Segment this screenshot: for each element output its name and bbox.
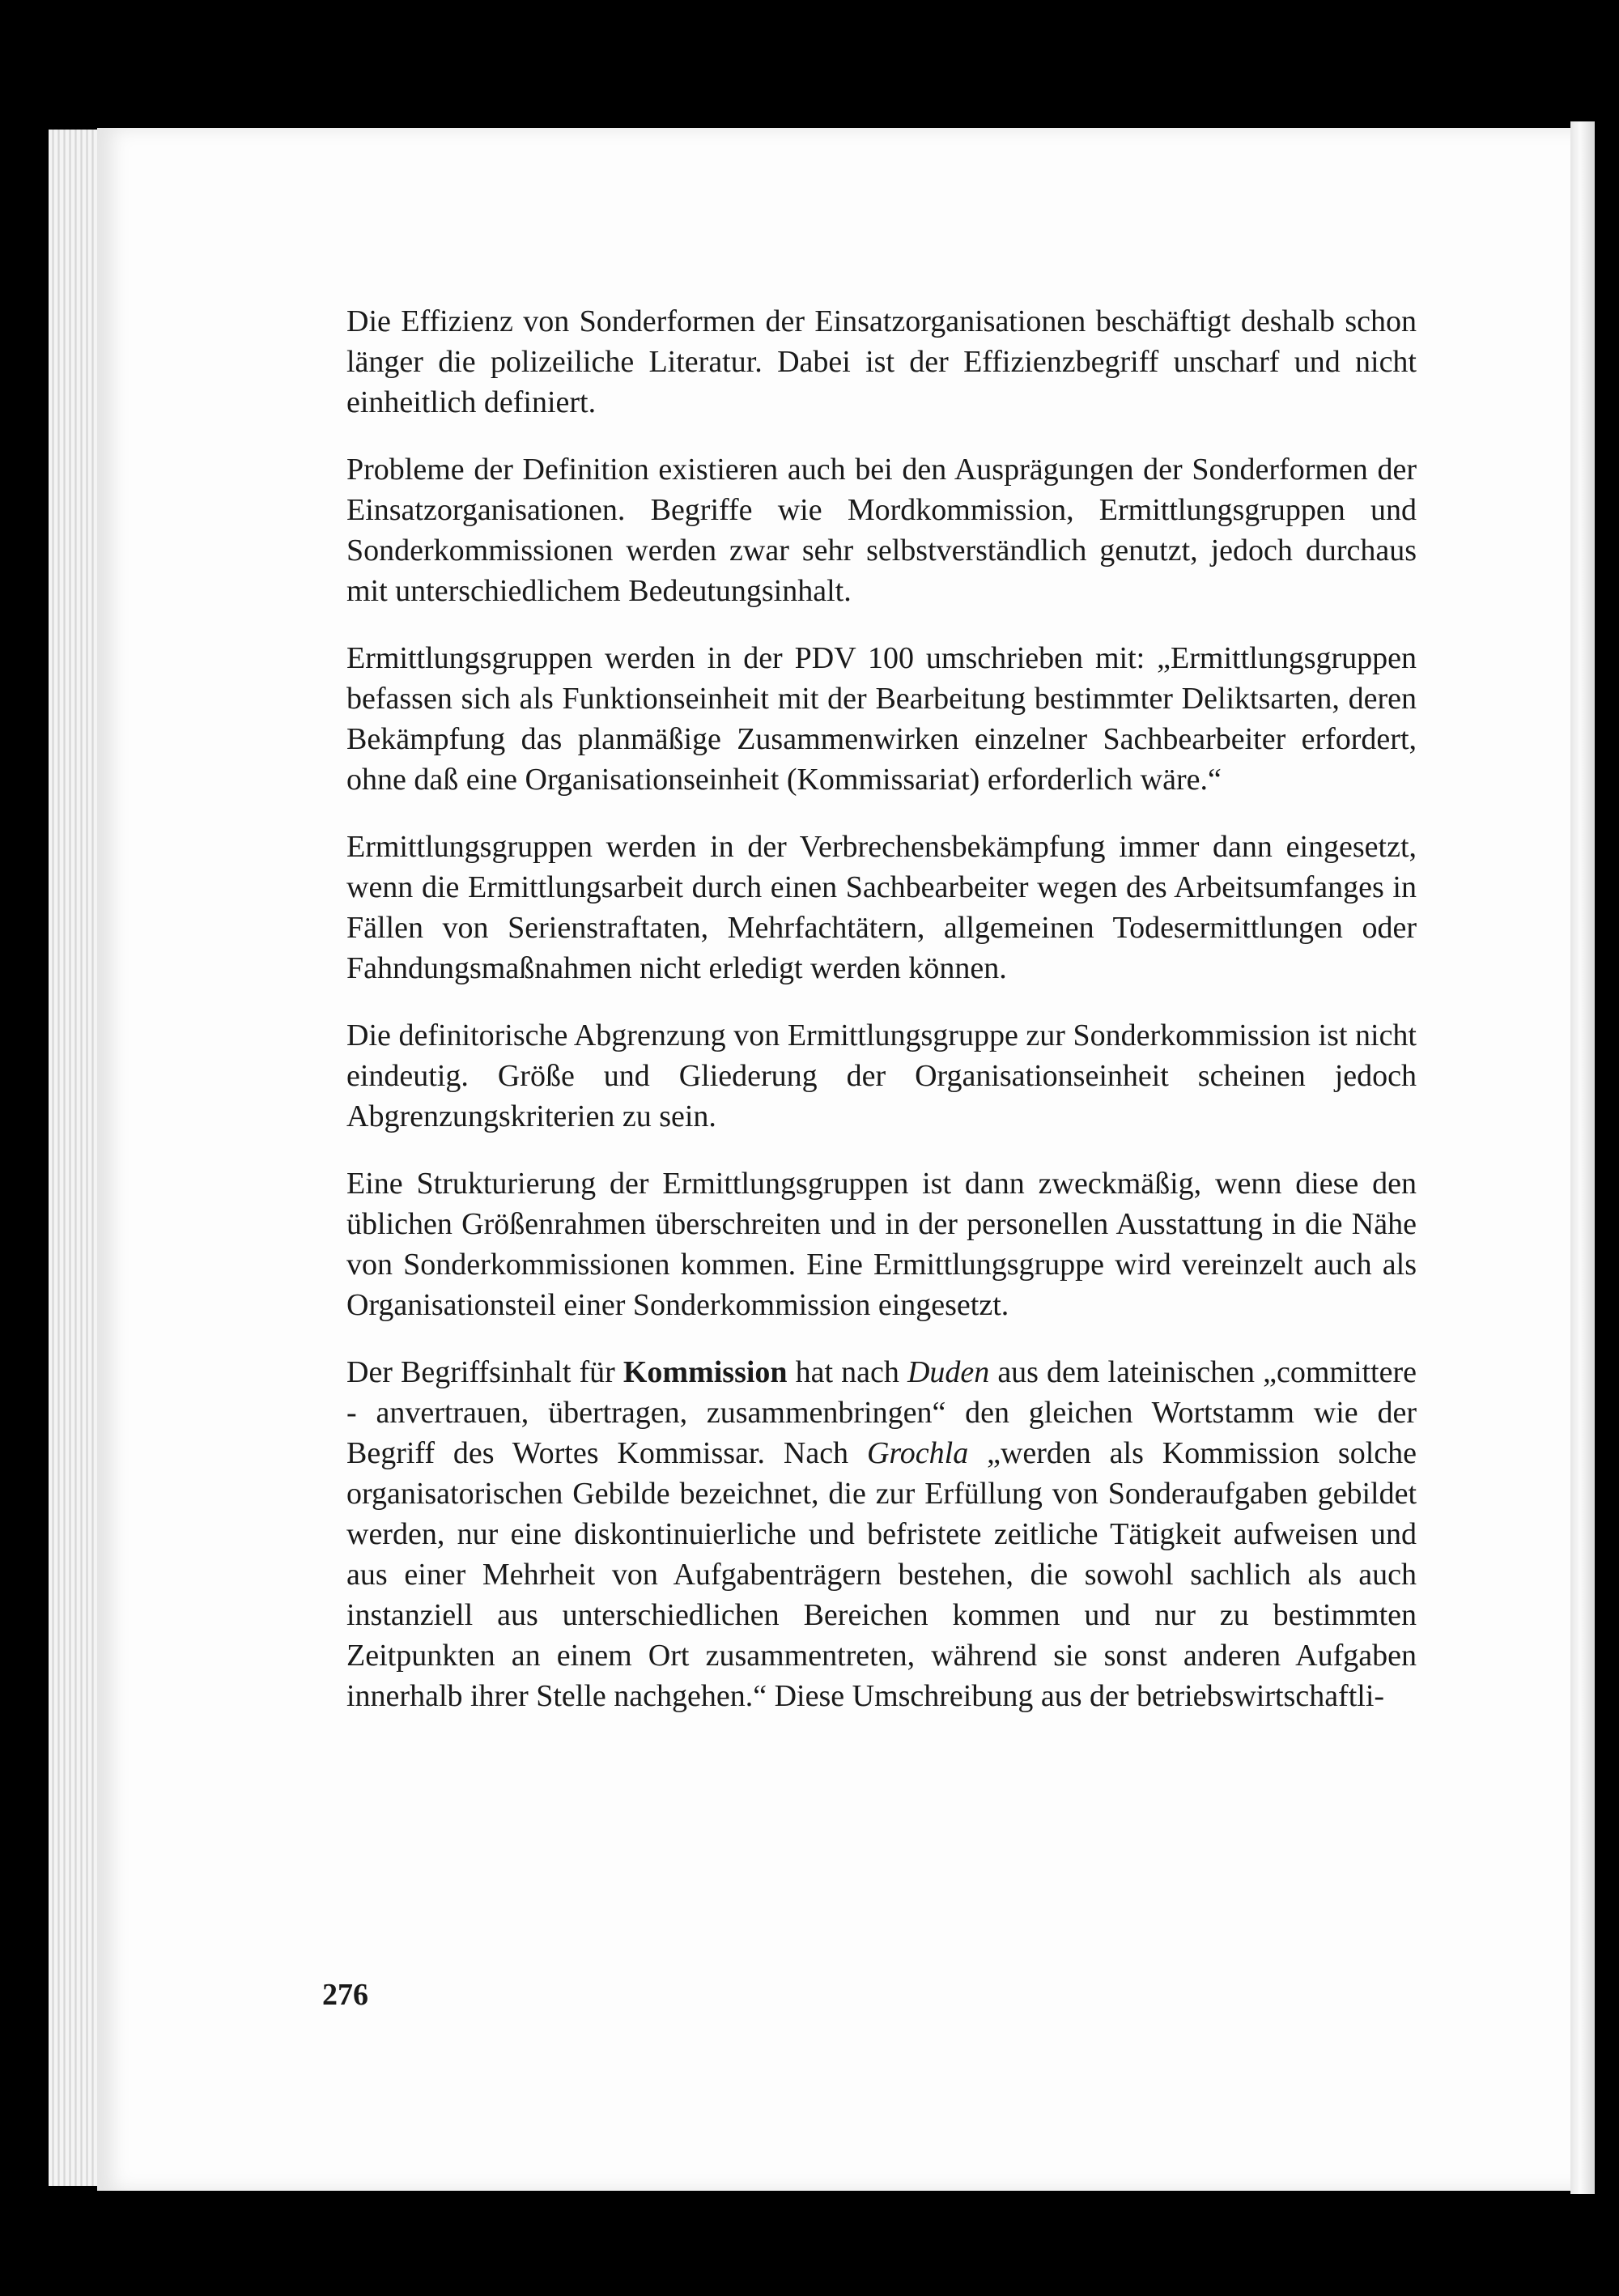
- paragraph-6: Eine Strukturierung der Ermittlungsgruppen ist dann zweckmäßig, wenn diese den üblichen Größenrahmen überschreiten und in der personellen Ausstattung in die Nähe von Sonderkommissionen kommen. Eine Ermittlungsgruppe wird vereinzelt auch als Organisationsteil einer Sonderkommission eingesetzt.: [346, 1167, 1417, 1322]
- page-number: 276: [322, 1978, 368, 2012]
- paragraph-3: Ermittlungsgruppen werden in der PDV 100 umschrieben mit: „Ermittlungsgruppen befassen sich als Funktionseinheit mit der Bearbeitung bestimmter Deliktsarten, deren Bekämpfung das planmäßige Zusammenwirken einzelner Sachbearbeiter erfordert, ohne daß eine Organisationseinheit (Kommissariat) erforderlich wäre.“: [346, 641, 1417, 797]
- body-text: [346, 301, 1417, 1743]
- paragraph-7-text-a: Der Begriffsinhalt für: [346, 1355, 623, 1389]
- source-duden: Duden: [907, 1355, 990, 1389]
- paragraph-7-text-b: hat nach: [787, 1355, 907, 1389]
- paragraph-7-text-d: „werden als Kommission solche organisatorischen Gebilde bezeichnet, die zur Erfüllung von Sonderaufgaben gebildet werden, nur eine diskontinuierliche und befristete zeitliche Tätigkeit aufweisen und aus einer Mehrheit von Aufgabenträgern bestehen, die sowohl sachlich als auch instanziell aus unterschiedlichen Bereichen kommen und nur zu bestimmten Zeitpunkten an einem Ort zusammentreten, während sie sonst anderen Aufgaben innerhalb ihrer Stelle nachgehen.“ Diese Umschreibung aus der betriebswirtschaftli-: [346, 1436, 1417, 1713]
- paragraph-4: Ermittlungsgruppen werden in der Verbrechensbekämpfung immer dann eingesetzt, wenn die Ermittlungsarbeit durch einen Sachbearbeiter wegen des Arbeitsumfanges in Fällen von Serienstraftaten, Mehrfachtätern, allgemeinen Todesermittlungen oder Fahndungsmaßnahmen nicht erledigt werden können.: [346, 830, 1417, 985]
- paragraph-2: Probleme der Definition existieren auch bei den Ausprägungen der Sonderformen der Einsatzorganisationen. Begriffe wie Mordkommission, Ermittlungsgruppen und Sonderkommissionen werden zwar sehr selbstverständlich genutzt, jedoch durchaus mit unterschiedlichem Bedeutungsinhalt.: [346, 453, 1417, 608]
- paragraph-5: Die definitorische Abgrenzung von Ermittlungsgruppe zur Sonderkommission ist nicht eindeutig. Größe und Gliederung der Organisationseinheit scheinen jedoch Abgrenzungskriterien zu sein.: [346, 1018, 1417, 1133]
- source-grochla: Grochla: [866, 1436, 969, 1470]
- paragraph-1: Die Effizienz von Sonderformen der Einsatzorganisationen beschäftigt deshalb schon länger die polizeiliche Literatur. Dabei ist der Effizienzbegriff unscharf und nicht einheitlich definiert.: [346, 304, 1417, 419]
- term-kommission: Kommission: [623, 1355, 788, 1389]
- paragraph-7-text-c: aus dem lateinischen „committere - anvertrauen, übertragen, zusammenbringen“ den gleichen Wortstamm wie der Begriff des Wortes Kommissar. Nach: [346, 1355, 1417, 1470]
- paragraph-7: [346, 1352, 1417, 1716]
- book-page-right-edge: [1570, 121, 1595, 2194]
